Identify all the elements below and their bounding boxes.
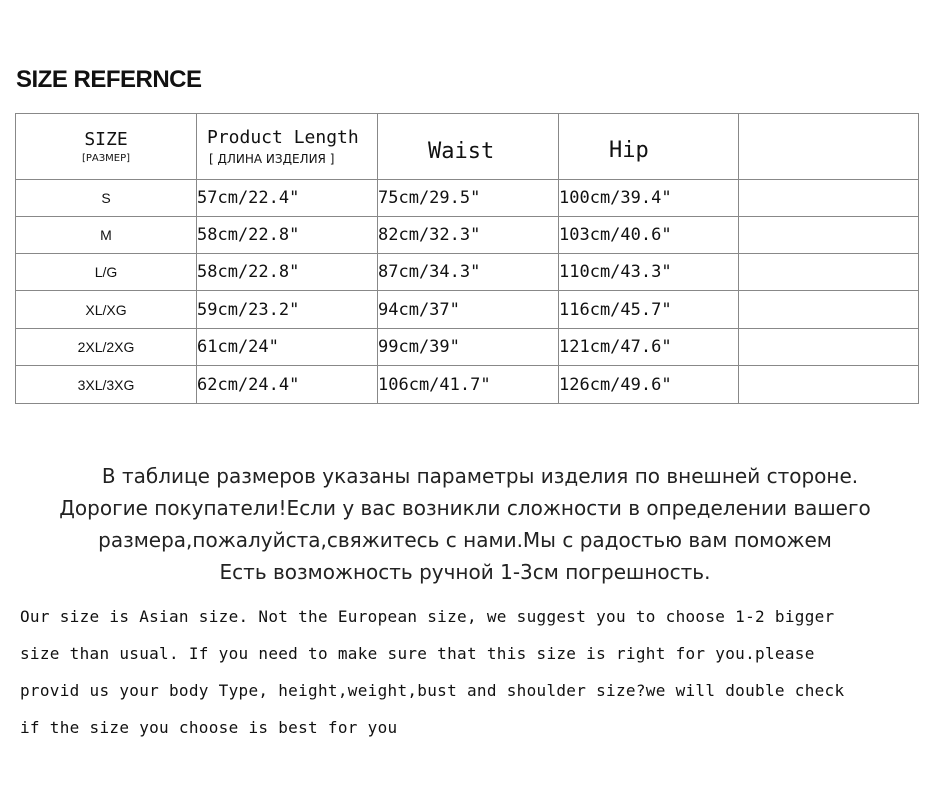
header-length-sublabel: [ ДЛИНА ИЗДЕЛИЯ ] <box>209 152 335 166</box>
table-row <box>16 217 919 254</box>
english-note <box>20 598 920 746</box>
empty-cell <box>739 329 919 366</box>
waist-cell: 75cm/29.5" <box>378 180 559 217</box>
size-cell: XL/XG <box>16 291 197 329</box>
header-hip-label: Hip <box>609 138 649 163</box>
header-size <box>16 114 197 180</box>
length-cell: 62cm/24.4" <box>197 366 378 404</box>
size-cell: S <box>16 180 197 217</box>
header-waist-label: Waist <box>428 139 495 164</box>
waist-cell: 87cm/34.3" <box>378 254 559 291</box>
table-row <box>16 291 919 329</box>
header-extra <box>739 114 919 180</box>
length-cell: 58cm/22.8" <box>197 217 378 254</box>
russian-note <box>0 460 930 588</box>
empty-cell <box>739 180 919 217</box>
length-cell: 61cm/24" <box>197 329 378 366</box>
russian-note-line: размера,пожалуйста,свяжитесь с нами.Мы с радостью вам поможем <box>98 528 832 552</box>
empty-cell <box>739 291 919 329</box>
hip-cell: 100cm/39.4" <box>559 180 739 217</box>
header-length <box>197 114 378 180</box>
header-hip <box>559 114 739 180</box>
length-cell: 57cm/22.4" <box>197 180 378 217</box>
header-size-sublabel: [РАЗМЕР] <box>81 153 131 164</box>
hip-cell: 126cm/49.6" <box>559 366 739 404</box>
empty-cell <box>739 254 919 291</box>
length-cell: 59cm/23.2" <box>197 291 378 329</box>
size-cell: M <box>16 217 197 254</box>
hip-cell: 116cm/45.7" <box>559 291 739 329</box>
size-cell: 3XL/3XG <box>16 366 197 404</box>
waist-cell: 82cm/32.3" <box>378 217 559 254</box>
english-note-line: size than usual. If you need to make sure that this size is right for you.please <box>20 644 815 663</box>
size-table <box>15 113 919 404</box>
waist-cell: 94cm/37" <box>378 291 559 329</box>
english-note-line: Our size is Asian size. Not the European size, we suggest you to choose 1-2 bigger <box>20 607 835 626</box>
hip-cell: 121cm/47.6" <box>559 329 739 366</box>
hip-cell: 110cm/43.3" <box>559 254 739 291</box>
russian-note-line: В таблице размеров указаны параметры изделия по внешней стороне. <box>101 464 859 488</box>
header-size-label: SIZE <box>84 129 128 150</box>
waist-cell: 99cm/39" <box>378 329 559 366</box>
length-cell: 58cm/22.8" <box>197 254 378 291</box>
empty-cell <box>739 217 919 254</box>
hip-cell: 103cm/40.6" <box>559 217 739 254</box>
header-waist <box>378 114 559 180</box>
russian-note-line: Дорогие покупатели!Если у вас возникли сложности в определении вашего <box>59 496 871 520</box>
header-length-label: Product Length <box>207 127 359 148</box>
page-title: SIZE REFERNCE <box>16 66 202 93</box>
english-note-line: if the size you choose is best for you <box>20 718 398 737</box>
table-row <box>16 366 919 404</box>
table-row <box>16 180 919 217</box>
english-note-line: provid us your body Type, height,weight,bust and shoulder size?we will double check <box>20 681 845 700</box>
waist-cell: 106cm/41.7" <box>378 366 559 404</box>
table-row <box>16 329 919 366</box>
table-header-row <box>16 114 919 180</box>
size-cell: L/G <box>16 254 197 291</box>
empty-cell <box>739 366 919 404</box>
table-row <box>16 254 919 291</box>
size-cell: 2XL/2XG <box>16 329 197 366</box>
russian-note-line: Есть возможность ручной 1-3см погрешность. <box>219 560 711 584</box>
